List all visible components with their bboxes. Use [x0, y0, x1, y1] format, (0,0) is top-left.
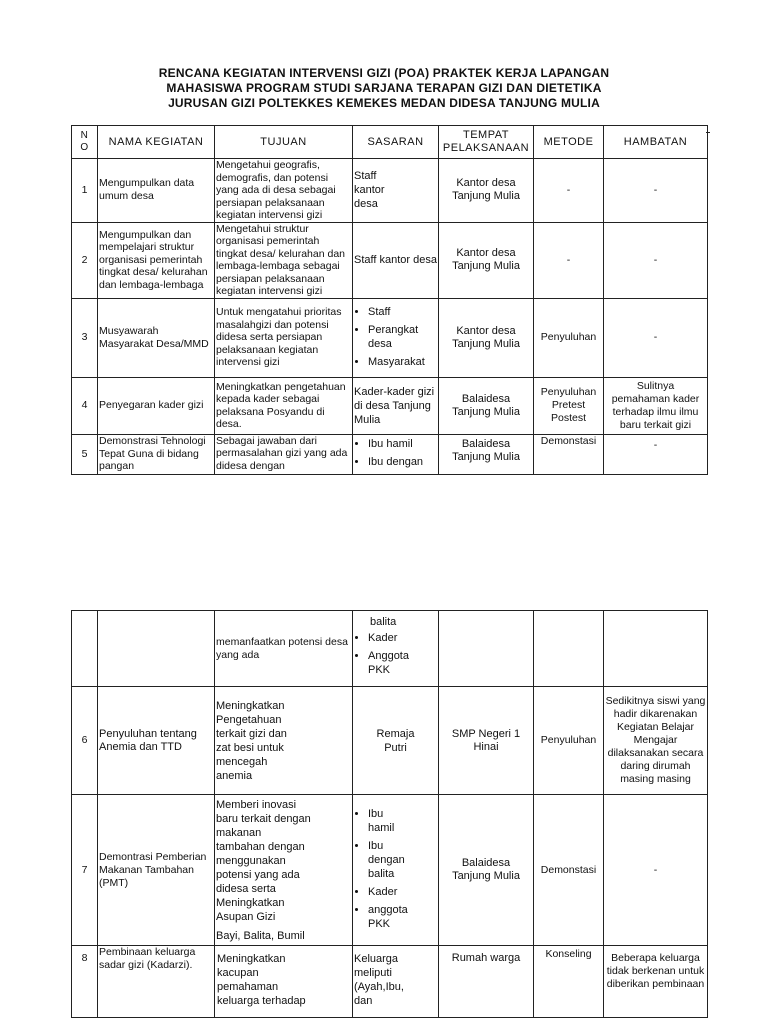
row-tempat: Kantor desa Tanjung Mulia [439, 222, 534, 298]
row-nama [98, 611, 215, 687]
row-tempat: Balaidesa Tanjung Mulia [439, 377, 534, 434]
row-no: 6 [72, 687, 98, 795]
row-no: 2 [72, 222, 98, 298]
row-hambatan: Sedikitnya siswi yang hadir dikarenakan Kegiatan Belajar Mengajar dilaksanakan secara daring dirumah masing masing [604, 687, 708, 795]
row-no: 8 [72, 946, 98, 1018]
row-no: 7 [72, 795, 98, 946]
row-nama: Penyegaran kader gizi [98, 377, 215, 434]
row-nama: Mengumpulkan dan mempelajari struktur organisasi pemerintah tingkat desa/ kelurahan dan lembaga-lembaga [98, 222, 215, 298]
row-no: 3 [72, 298, 98, 377]
row-tujuan: Mengetahui geografis, demografis, dan potensi yang ada di desa sebagai persiapan pelaksanaan kegiatan intervensi gizi [215, 159, 353, 223]
row-sasaran: Staff kantor desa [353, 159, 439, 223]
row-metode: Demonstasi [534, 434, 604, 474]
row-metode: Penyuluhan [534, 298, 604, 377]
sasaran-item: • Ibu hamil [368, 807, 408, 835]
row-nama: Pembinaan keluarga sadar gizi (Kadarzi). [98, 946, 215, 1018]
row-tujuan: Meningkatkan Pengetahuan terkait gizi dan zat besi untuk mencegah anemia [215, 687, 353, 795]
sasaran-item: • Staff [368, 305, 437, 319]
row-sasaran [353, 298, 439, 377]
poa-table-part-2 [71, 610, 708, 1018]
row-metode: Penyuluhan [534, 687, 604, 795]
row-tujuan: Meningkatkan kacupan pemahaman keluarga terhadap [215, 946, 353, 1018]
sasaran-item: • Perangkat desa [368, 323, 437, 351]
table-row [72, 434, 708, 474]
row-sasaran [353, 434, 439, 474]
row-tempat: SMP Negeri 1 Hinai [439, 687, 534, 795]
row-sasaran: Keluarga meliputi (Ayah,Ibu, dan [353, 946, 439, 1018]
row-sasaran: Staff kantor desa [353, 222, 439, 298]
row-tempat: Rumah warga [439, 946, 534, 1018]
row-hambatan: - [604, 795, 708, 946]
row-tujuan: Meningkatkan pengetahuan kepada kader sebagai pelaksana Posyandu di desa. [215, 377, 353, 434]
row-tempat: Kantor desa Tanjung Mulia [439, 159, 534, 223]
row-sasaran [353, 795, 439, 946]
row-metode: - [534, 222, 604, 298]
row-tempat: Balaidesa Tanjung Mulia [439, 795, 534, 946]
row-metode: Konseling [534, 946, 604, 1018]
row-sasaran: Remaja Putri [353, 687, 439, 795]
row-nama: Penyuluhan tentang Anemia dan TTD [98, 687, 215, 795]
sasaran-item: • Anggota PKK [368, 649, 418, 677]
table-row-continued [72, 611, 708, 687]
table-row [72, 795, 708, 946]
row-sasaran [353, 611, 439, 687]
title-line-2: MAHASISWA PROGRAM STUDI SARJANA TERAPAN GIZI DAN DIETETIKA [166, 81, 602, 95]
row-hambatan: Sulitnya pemahaman kader terhadap ilmu ilmu baru terkait gizi [604, 377, 708, 434]
table-row [72, 687, 708, 795]
row-no: 5 [72, 434, 98, 474]
tujuan-text: Memberi inovasi baru terkait dengan makanan tambahan dengan menggunakan potensi yang ada didesa serta Meningkatkan Asupan Gizi [216, 798, 311, 923]
row-tujuan: Untuk mengatahui prioritas masalahgizi dan potensi didesa serta persiapan pelaksanaan kegiatan intervensi gizi [215, 298, 353, 377]
header-no: N O [72, 126, 98, 159]
row-metode: Demonstasi [534, 795, 604, 946]
header-hambatan: HAMBATAN [604, 126, 708, 159]
sasaran-item: • Kader [368, 885, 408, 899]
header-metode: METODE [534, 126, 604, 159]
row-tempat [439, 611, 534, 687]
row-tujuan: Sebagai jawaban dari permasalahan gizi yang ada didesa dengan [215, 434, 353, 474]
row-tempat: Balaidesa Tanjung Mulia [439, 434, 534, 474]
row-hambatan: - [604, 222, 708, 298]
table-row [72, 222, 708, 298]
row-tempat: Kantor desa Tanjung Mulia [439, 298, 534, 377]
header-tempat: TEMPAT PELAKSANAAN [439, 126, 534, 159]
header-nama-kegiatan: NAMA KEGIATAN [98, 126, 215, 159]
row-nama: Demonstrasi Tehnologi Tepat Guna di bidang pangan [98, 434, 215, 474]
header-sasaran: SASARAN [353, 126, 439, 159]
row-nama: Mengumpulkan data umum desa [98, 159, 215, 223]
row-sasaran: Kader-kader gizi di desa Tanjung Mulia [353, 377, 439, 434]
row-no [72, 611, 98, 687]
row-hambatan [604, 611, 708, 687]
row-hambatan: - [604, 434, 708, 474]
title-line-1: RENCANA KEGIATAN INTERVENSI GIZI (POA) PRAKTEK KERJA LAPANGAN [158, 66, 610, 80]
poa-table-part-1 [71, 125, 708, 475]
sasaran-item: balita [370, 616, 397, 628]
row-hambatan: - [604, 298, 708, 377]
row-tujuan: memanfaatkan potensi desa yang ada [215, 611, 353, 687]
row-metode [534, 611, 604, 687]
sasaran-item: • Ibu dengan balita [368, 839, 408, 881]
sasaran-item: • Kader [368, 631, 437, 645]
row-no: 1 [72, 159, 98, 223]
row-hambatan: - [604, 159, 708, 223]
header-tujuan: TUJUAN [215, 126, 353, 159]
row-tujuan [215, 795, 353, 946]
table-row [72, 298, 708, 377]
row-hambatan: Beberapa keluarga tidak berkenan untuk diberikan pembinaan [604, 946, 708, 1018]
tujuan-extra: Bayi, Balita, Bumil [216, 929, 305, 942]
sasaran-item: • Ibu hamil [368, 437, 437, 451]
table-row [72, 946, 708, 1018]
row-tujuan: Mengetahui struktur organisasi pemerintah tingkat desa/ kelurahan dan lembaga-lembaga sebagai persiapan pelaksanaan kegiatan intervensi gizi [215, 222, 353, 298]
table-row [72, 377, 708, 434]
table-row [72, 159, 708, 223]
table-header-row [72, 126, 708, 159]
row-no: 4 [72, 377, 98, 434]
row-metode: - [534, 159, 604, 223]
sasaran-item: • anggota PKK [368, 903, 408, 931]
row-nama: Musyawarah Masyarakat Desa/MMD [98, 298, 215, 377]
sasaran-item: • Masyarakat [368, 355, 437, 369]
title-line-3: JURUSAN GIZI POLTEKKES KEMEKES MEDAN DIDESA TANJUNG MULIA [168, 96, 600, 110]
row-metode: Penyuluhan Pretest Postest [534, 377, 604, 434]
sasaran-item: • Ibu dengan [368, 455, 437, 469]
row-nama: Demontrasi Pemberian Makanan Tambahan (PMT) [98, 795, 215, 946]
